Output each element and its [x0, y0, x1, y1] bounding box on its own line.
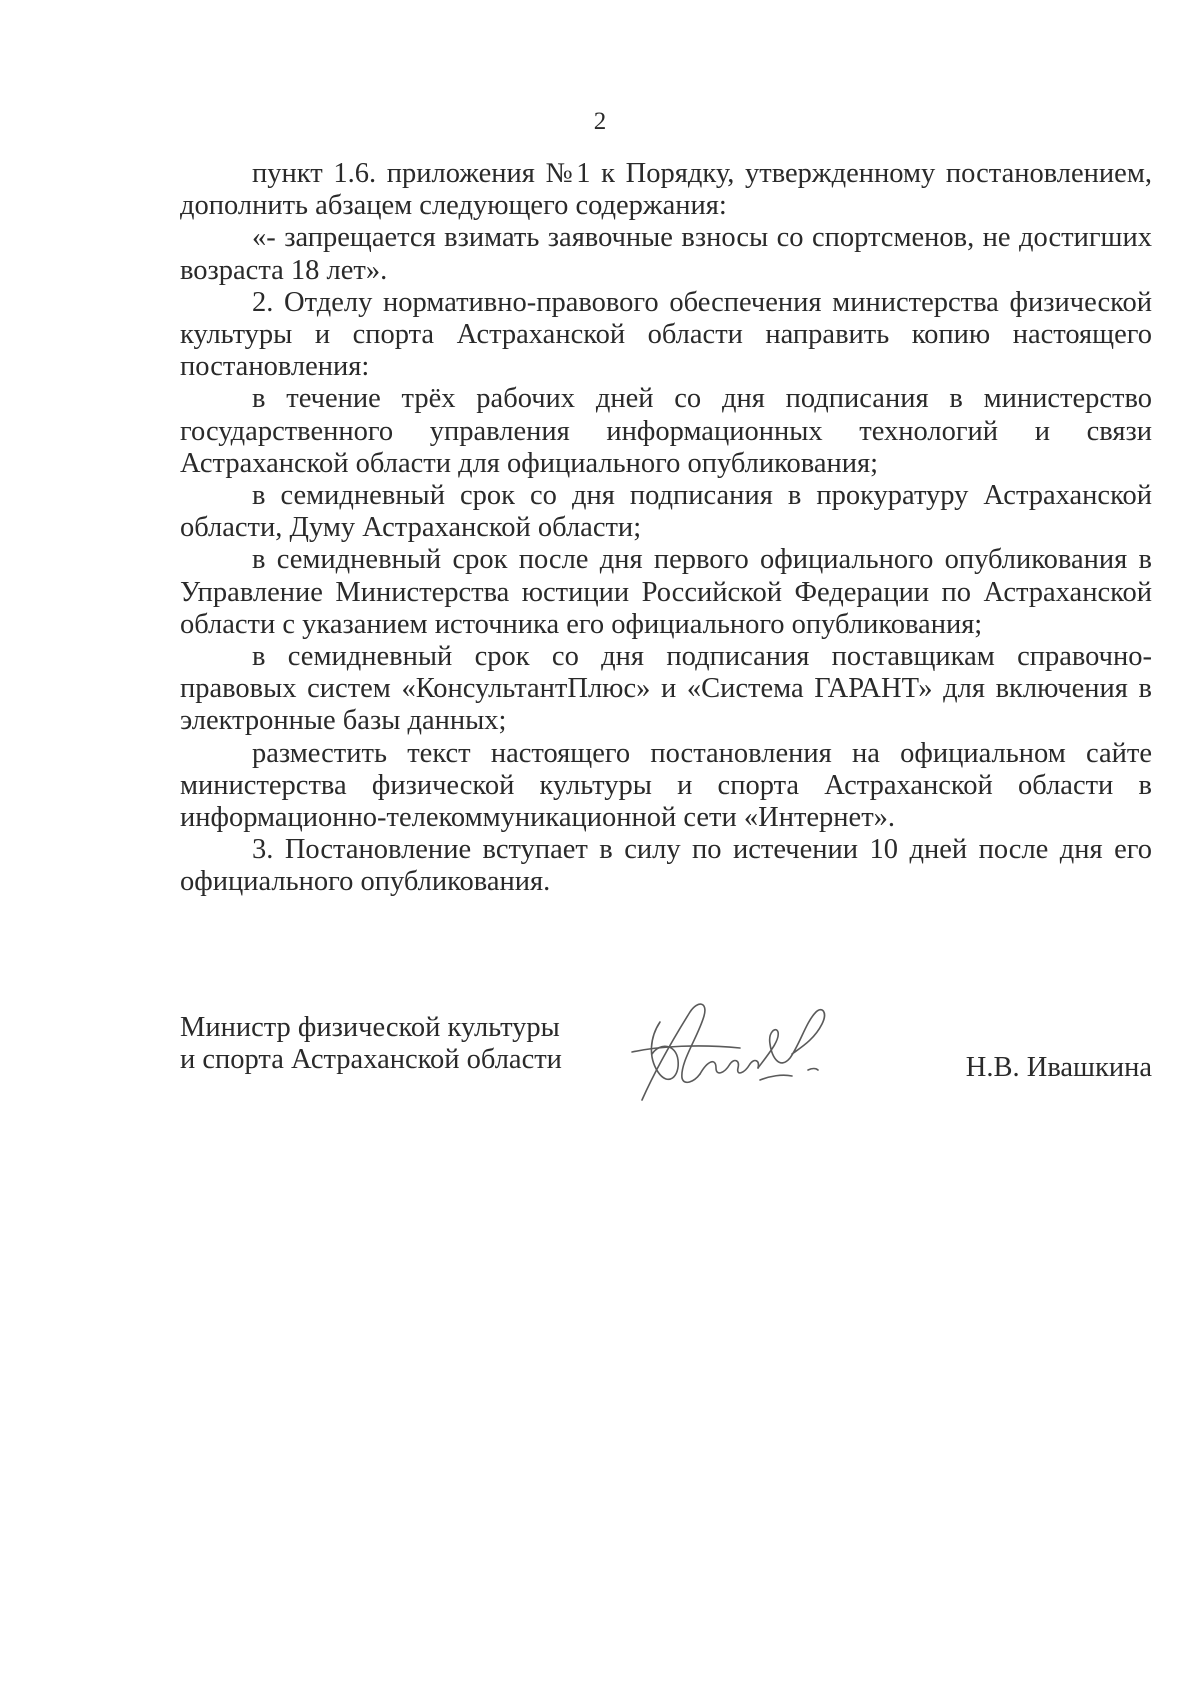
- paragraph-7: в семидневный срок со дня подписания поставщикам справочно-правовых систем «КонсультантПлюс» и «Система ГАРАНТ» для включения в электронные базы данных;: [180, 641, 1152, 737]
- signatory-title: [180, 1012, 600, 1076]
- signatory-name: Н.В. Ивашкина: [965, 1052, 1152, 1083]
- paragraph-4: в течение трёх рабочих дней со дня подписания в министерство государственного управления информационных технологий и связи Астраханской области для официального опубликования;: [180, 383, 1152, 479]
- paragraph-9: 3. Постановление вступает в силу по истечении 10 дней после дня его официального опубликования.: [180, 834, 1152, 898]
- handwritten-signature: [620, 982, 850, 1112]
- paragraph-3: 2. Отделу нормативно-правового обеспечения министерства физической культуры и спорта Астраханской области направить копию настоящего постановления:: [180, 286, 1152, 383]
- document-body: [180, 158, 1152, 899]
- signatory-title-line-1: Министр физической культуры: [180, 1012, 560, 1043]
- signature-block: [180, 1012, 1152, 1132]
- paragraph-2: «- запрещается взимать заявочные взносы со спортсменов, не достигших возраста 18 лет».: [180, 222, 1152, 286]
- page-number: 2: [593, 108, 607, 135]
- paragraph-8: разместить текст настоящего постановления на официальном сайте министерства физической культуры и спорта Астраханской области в информационно-телекоммуникационной сети «Интернет».: [180, 737, 1152, 834]
- signatory-title-line-2: и спорта Астраханской области: [180, 1044, 562, 1075]
- paragraph-6: в семидневный срок после дня первого официального опубликования в Управление Министерства юстиции Российской Федерации по Астраханской области с указанием источника его официального опубликования;: [180, 544, 1152, 640]
- paragraph-1: пункт 1.6. приложения №1 к Порядку, утвержденному постановлением, дополнить абзацем следующего содержания:: [180, 158, 1152, 222]
- paragraph-5: в семидневный срок со дня подписания в прокуратуру Астраханской области, Думу Астраханской области;: [180, 480, 1152, 544]
